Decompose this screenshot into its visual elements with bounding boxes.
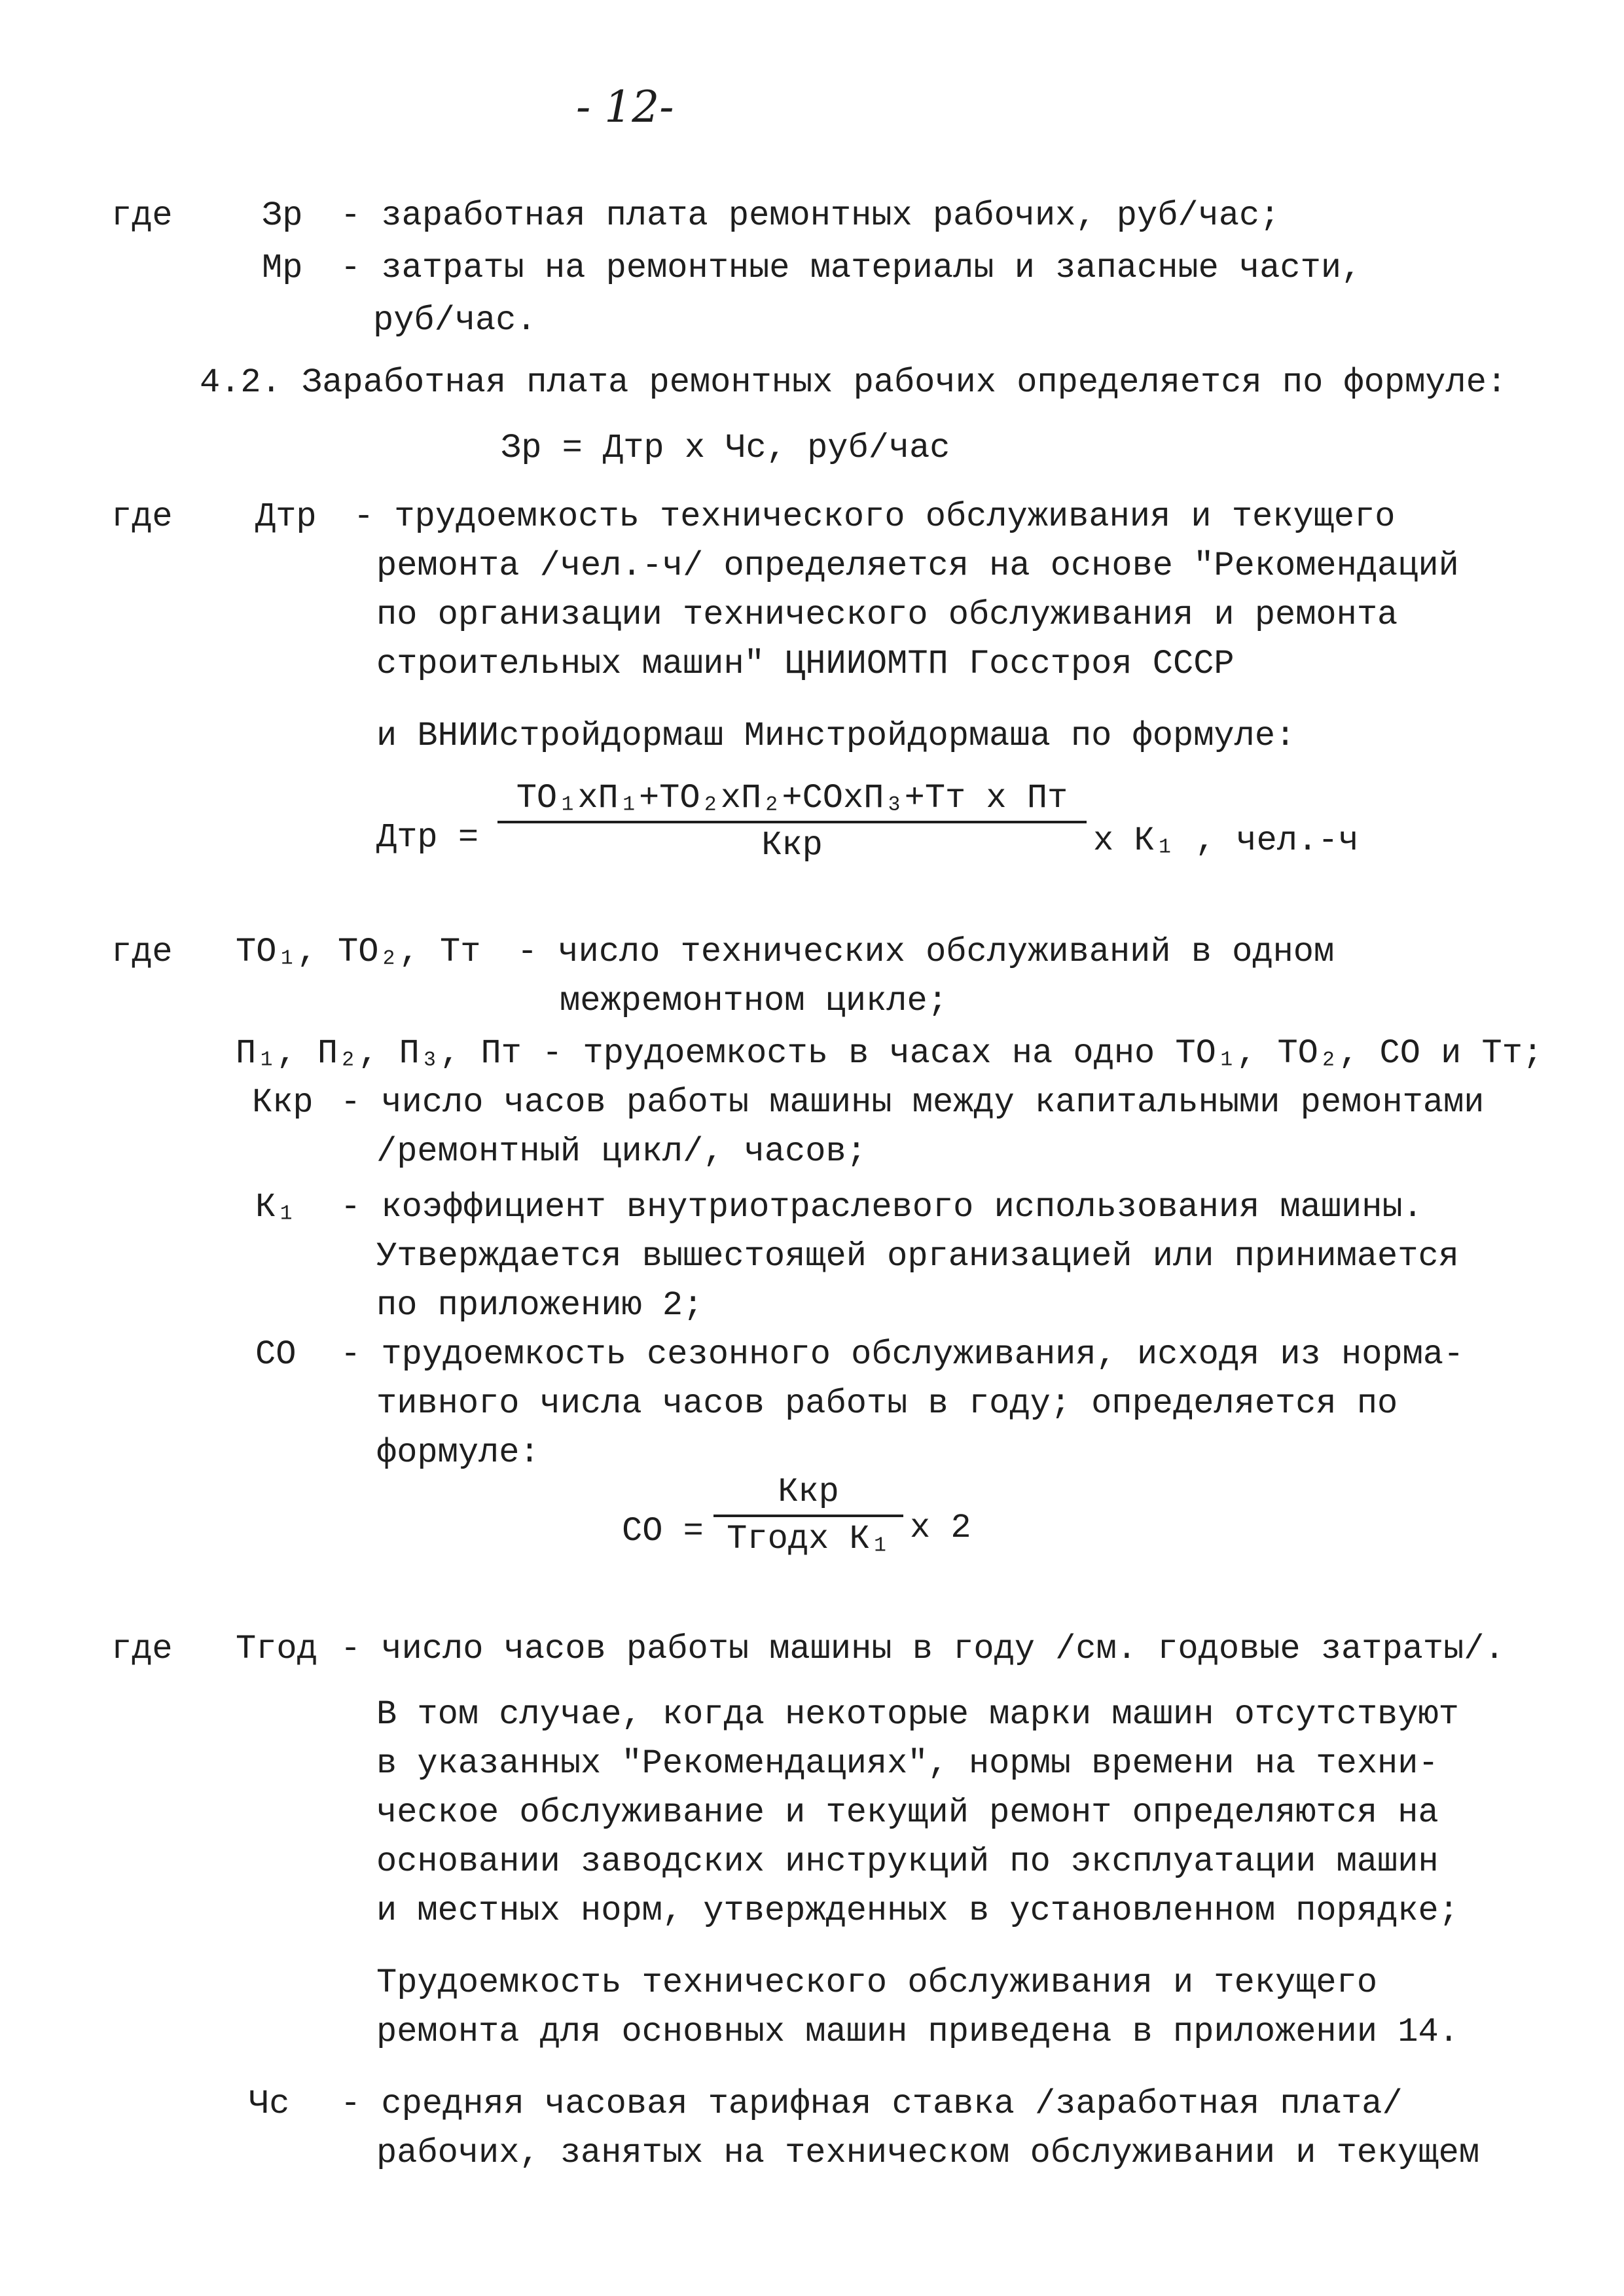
def-k1-cont: по приложению 2;: [376, 1286, 704, 1325]
def-chs-cont: рабочих, занятых на техническом обслуживании и текущем: [376, 2134, 1480, 2172]
def-k1-cont: Утверждается вышестоящей организацией или принимается: [376, 1237, 1459, 1276]
term-mr: Мр: [262, 249, 303, 287]
term-dtr: Дтр: [255, 497, 317, 536]
def-so: - трудоемкость сезонного обслуживания, исходя из норма-: [340, 1335, 1464, 1374]
def-p: П₁, П₂, П₃, Пт - трудоемкость в часах на одно ТО₁, ТО₂, СО и Тт;: [236, 1034, 1543, 1073]
where-label: где: [111, 1630, 173, 1668]
paragraph-line: Трудоемкость технического обслуживания и текущего: [376, 1964, 1378, 2002]
term-k1: К₁: [255, 1188, 297, 1227]
where-label: где: [111, 196, 173, 235]
paragraph-line: и местных норм, утвержденных в установленном порядке;: [376, 1892, 1459, 1930]
formula-dtr-denominator: Ккр: [761, 826, 823, 865]
formula-so-lhs: СО =: [622, 1512, 704, 1551]
section-4-2: 4.2. Заработная плата ремонтных рабочих определяется по формуле:: [200, 363, 1507, 402]
def-dtr-cont: по организации технического обслуживания и ремонта: [376, 596, 1398, 634]
def-chs: - средняя часовая тарифная ставка /заработная плата/: [340, 2085, 1403, 2123]
formula-so-rhs: х 2: [910, 1509, 971, 1547]
where-label: где: [111, 497, 173, 536]
formula-so-fraction: [713, 1473, 903, 1559]
def-mr: - затраты на ремонтные материалы и запасные части,: [340, 249, 1362, 287]
def-so-cont: формуле:: [376, 1433, 540, 1472]
paragraph-line: ремонта для основных машин приведена в приложении 14.: [376, 2013, 1459, 2051]
paragraph-line: ческое обслуживание и текущий ремонт определяются на: [376, 1793, 1439, 1832]
term-tgod: Тгод: [236, 1630, 317, 1668]
def-mr-cont: руб/час.: [373, 301, 537, 340]
fraction-bar: [497, 821, 1087, 823]
formula-dtr-rhs: х К₁ , чел.-ч: [1093, 821, 1359, 860]
term-to: ТО₁, ТО₂, Тт: [236, 933, 481, 971]
def-to-cont: межремонтном цикле;: [560, 982, 948, 1020]
def-dtr-cont: ремонта /чел.-ч/ определяется на основе "Рекомендаций: [376, 547, 1459, 585]
term-kkr: Ккр: [252, 1083, 314, 1122]
def-zr: - заработная плата ремонтных рабочих, руб/час;: [340, 196, 1280, 235]
def-kkr: - число часов работы машины между капитальными ремонтами: [340, 1083, 1485, 1122]
term-so: СО: [255, 1335, 297, 1374]
paragraph-line: основании заводских инструкций по эксплуатации машин: [376, 1842, 1439, 1881]
formula-so-denominator: Тгодх К₁: [727, 1520, 890, 1558]
formula-dtr-lhs: Дтр =: [376, 818, 479, 857]
fraction-bar: [713, 1515, 903, 1517]
def-dtr-cont: строительных машин" ЦНИИОМТП Госстроя СССР: [376, 645, 1235, 683]
formula-so-numerator: Ккр: [778, 1473, 839, 1511]
paragraph-line: в указанных "Рекомендациях", нормы времени на техни-: [376, 1744, 1439, 1783]
term-chs: Чс: [249, 2085, 290, 2123]
page-number: - 12-: [576, 82, 674, 132]
formula-zr: Зр = Дтр х Чс, руб/час: [501, 429, 950, 467]
def-to: - число технических обслуживаний в одном: [517, 933, 1335, 971]
where-label: где: [111, 933, 173, 971]
paragraph-line: В том случае, когда некоторые марки машин отсутствуют: [376, 1695, 1459, 1734]
def-k1: - коэффициент внутриотраслевого использования машины.: [340, 1188, 1423, 1227]
def-so-cont: тивного числа часов работы в году; определяется по: [376, 1384, 1398, 1423]
term-zr: Зр: [262, 196, 303, 235]
def-kkr-cont: /ремонтный цикл/, часов;: [376, 1132, 867, 1171]
def-dtr-cont: и ВНИИстройдормаш Минстройдормаша по формуле:: [376, 717, 1296, 755]
def-tgod: - число часов работы машины в году /см. годовые затраты/.: [340, 1630, 1505, 1668]
formula-dtr-fraction: [497, 779, 1087, 865]
def-dtr: - трудоемкость технического обслуживания и текущего: [353, 497, 1396, 536]
formula-dtr-numerator: ТО₁хП₁+ТО₂хП₂+СОхП₃+Тт х Пт: [516, 779, 1068, 817]
